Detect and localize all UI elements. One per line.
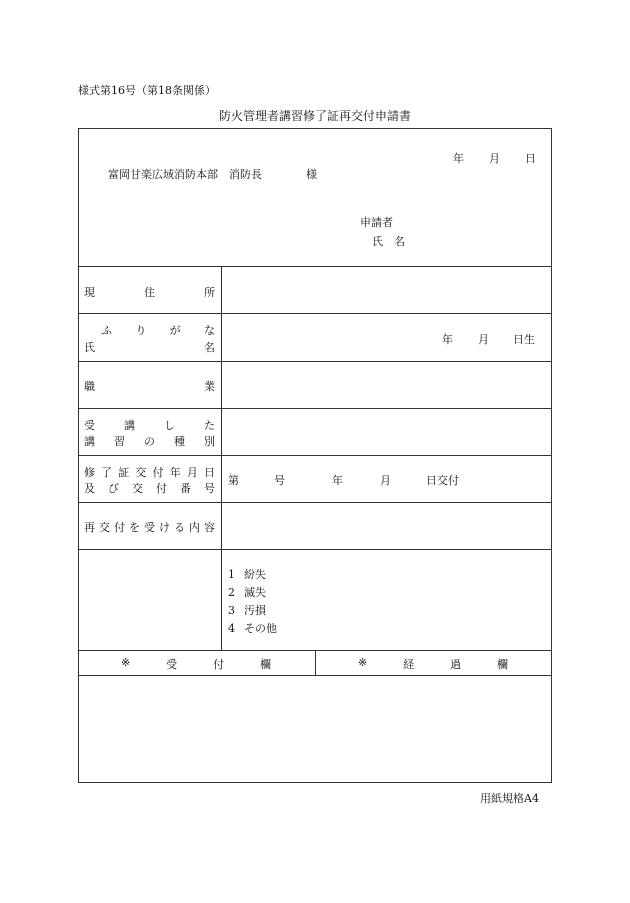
label-char: 現 — [84, 286, 95, 299]
label-char: ※ — [358, 656, 368, 669]
name-field[interactable] — [222, 314, 551, 361]
label-char: 付 — [213, 658, 225, 671]
course-type-field[interactable] — [222, 409, 551, 455]
label-char: 付 — [156, 482, 167, 495]
certificate-label-line2 — [84, 480, 215, 496]
reason-number: 3 — [228, 604, 235, 617]
reason-text: 汚損 — [244, 604, 266, 617]
label-char: 及 — [84, 482, 95, 495]
reason-option[interactable] — [228, 584, 266, 600]
label-char: 番 — [180, 482, 191, 495]
label-char: ふ — [101, 324, 112, 337]
course-type-label-line2 — [84, 433, 215, 449]
addressee: 富岡甘楽広域消防本部 消防長 — [108, 168, 262, 181]
column-divider — [315, 650, 316, 675]
birth-month-label: 月 — [478, 333, 489, 346]
reason-text: 滅失 — [244, 586, 266, 599]
label-char: 経 — [403, 658, 415, 671]
label-char: 日 — [203, 466, 215, 479]
label-char: 講 — [84, 435, 95, 448]
applicant-label: 申請者 — [360, 216, 393, 229]
form-number: 様式第16号（第18条関係） — [78, 84, 216, 97]
reason-text: 紛失 — [244, 568, 266, 581]
cert-gou-label: 号 — [274, 474, 285, 487]
paper-size-note: 用紙規格A4 — [480, 792, 539, 805]
reason-number: 2 — [228, 586, 235, 599]
label-char: び — [108, 482, 119, 495]
reissue-label — [84, 519, 215, 535]
label-char: 職 — [84, 380, 95, 393]
cert-month-label: 月 — [380, 474, 391, 487]
label-char: 号 — [204, 482, 215, 495]
address-field[interactable] — [222, 267, 551, 313]
office-use-area — [79, 676, 551, 781]
label-char: 受 — [144, 521, 155, 534]
label-char: 付 — [152, 466, 164, 479]
row-divider — [78, 549, 552, 550]
label-char: な — [203, 324, 215, 337]
label-char: 名 — [204, 341, 215, 354]
progress-column-header — [358, 656, 508, 672]
date-day-label: 日 — [525, 152, 536, 165]
label-char: 受 — [84, 419, 95, 432]
label-char: 所 — [204, 286, 215, 299]
label-char: 修 — [84, 466, 95, 479]
label-char: が — [169, 324, 181, 337]
label-char: ※ — [121, 656, 131, 669]
reason-number: 4 — [228, 622, 235, 635]
occupation-label — [84, 378, 215, 394]
label-char: し — [164, 419, 175, 432]
label-char: け — [159, 521, 170, 534]
reason-option[interactable] — [228, 566, 266, 582]
form-title: 防火管理者講習修了証再交付申請書 — [218, 109, 411, 123]
label-char: 月 — [186, 466, 198, 479]
birth-year-label: 年 — [442, 333, 453, 346]
label-char: 再 — [84, 521, 95, 534]
label-char: を — [129, 521, 140, 534]
label-char: 氏 — [84, 341, 95, 354]
cert-dai-label: 第 — [228, 474, 239, 487]
label-char: 種 — [174, 435, 185, 448]
address-label — [84, 284, 215, 300]
reason-option[interactable] — [228, 620, 277, 636]
date-month-label: 月 — [489, 152, 500, 165]
reason-option[interactable] — [228, 602, 266, 618]
label-char: 交 — [135, 466, 147, 479]
label-char: 内 — [189, 521, 200, 534]
label-char: 受 — [166, 658, 178, 671]
reception-column-header — [121, 656, 271, 672]
course-type-label-line1 — [84, 417, 215, 433]
label-char: 業 — [204, 380, 215, 393]
label-char: 別 — [204, 435, 215, 448]
label-char: 年 — [169, 466, 181, 479]
label-char: 交 — [132, 482, 143, 495]
reason-number: 1 — [228, 568, 235, 581]
label-char: り — [135, 324, 147, 337]
occupation-field[interactable] — [222, 362, 551, 408]
label-char: 住 — [144, 286, 155, 299]
cert-year-label: 年 — [332, 474, 343, 487]
label-char: 交 — [99, 521, 110, 534]
furigana-label — [101, 322, 215, 338]
label-char: 付 — [114, 521, 125, 534]
reason-text: その他 — [244, 622, 277, 635]
label-char: 欄 — [259, 658, 271, 671]
label-char: 証 — [118, 466, 130, 479]
label-char: 欄 — [496, 658, 508, 671]
label-char: 過 — [450, 658, 462, 671]
name-label — [84, 339, 215, 355]
cert-issued-label: 日交付 — [426, 474, 459, 487]
label-char: 了 — [101, 466, 113, 479]
honorific: 様 — [306, 168, 317, 181]
reissue-content-field[interactable] — [222, 503, 551, 549]
label-char: た — [204, 419, 215, 432]
date-year-label: 年 — [453, 152, 464, 165]
label-char: の — [144, 435, 155, 448]
certificate-label-line1 — [84, 464, 215, 480]
label-char: る — [174, 521, 185, 534]
label-char: 習 — [114, 435, 125, 448]
label-char: 講 — [124, 419, 135, 432]
applicant-name-label: 氏 名 — [372, 235, 405, 248]
birth-day-label: 日生 — [513, 333, 535, 346]
label-char: 容 — [204, 521, 215, 534]
